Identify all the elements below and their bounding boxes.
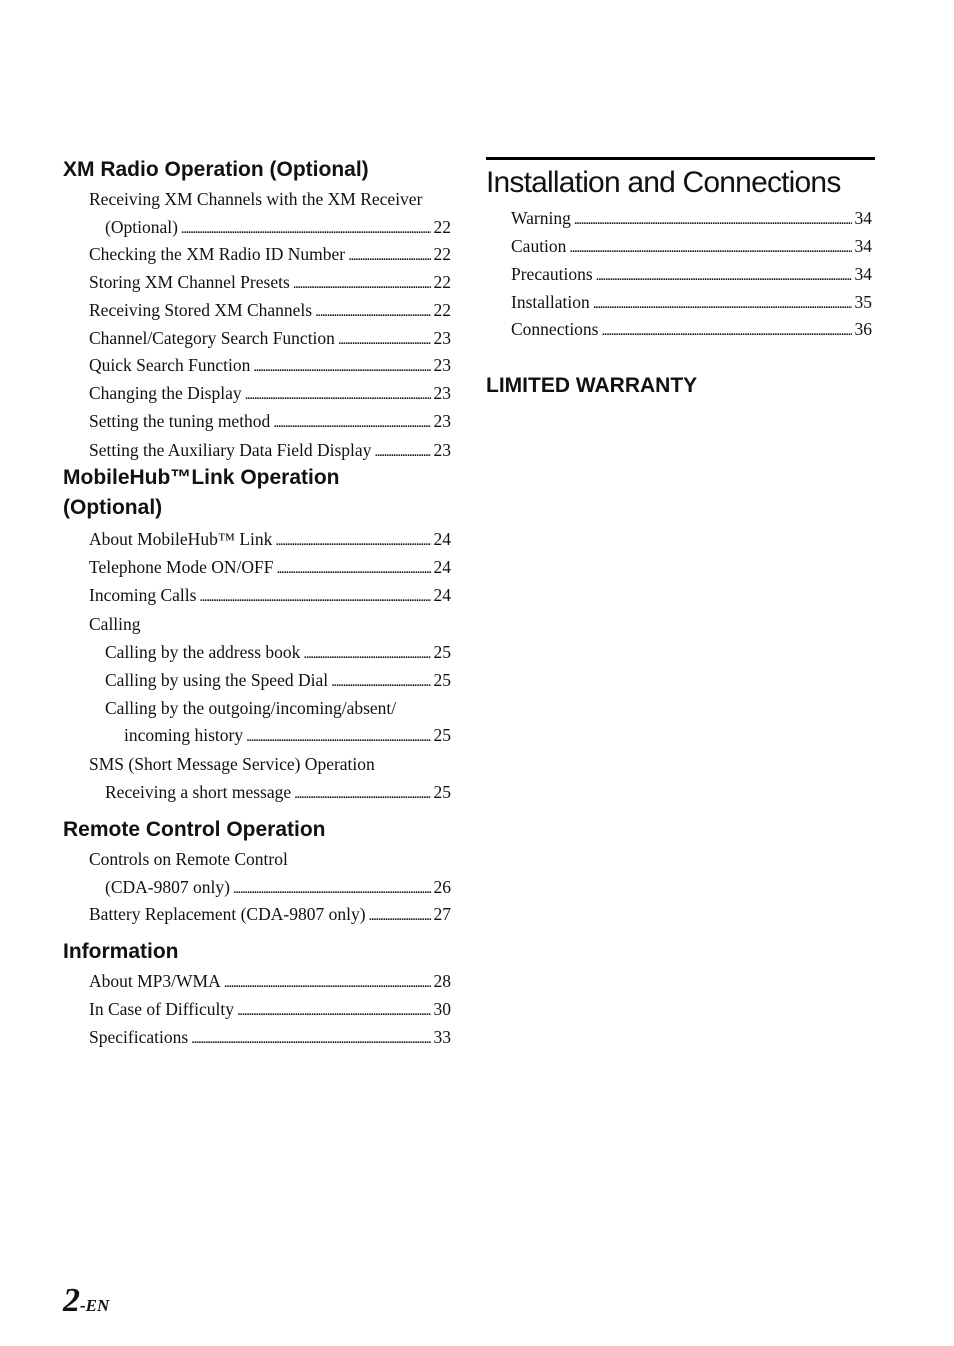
toc-subheading-sms[interactable]: [89, 753, 451, 775]
toc-entry-page: 22: [433, 272, 451, 292]
leader-dots: [199, 584, 430, 608]
leader-dots: [246, 724, 430, 748]
toc-entry-installation[interactable]: [511, 291, 872, 315]
toc-entry-label: In Case of Difficulty: [89, 999, 234, 1019]
leader-dots: [348, 243, 430, 267]
toc-entry-label: Quick Search Function: [89, 355, 251, 375]
toc-entry-receiving-stored[interactable]: [89, 299, 451, 323]
toc-entry-page: 23: [433, 328, 451, 348]
page-number-suffix: -EN: [80, 1296, 110, 1315]
toc-entry-page: 23: [433, 411, 451, 431]
toc-entry-address-book[interactable]: [105, 641, 451, 665]
toc-entry-page: 22: [433, 300, 451, 320]
toc-entry-incoming-calls[interactable]: [89, 584, 451, 608]
leader-dots: [574, 207, 852, 231]
toc-entry-telephone-mode[interactable]: [89, 556, 451, 580]
toc-entry-page: 28: [433, 971, 451, 991]
toc-entry-label: (Optional): [105, 217, 178, 237]
toc-entry-label: Calling by using the Speed Dial: [105, 670, 329, 690]
toc-entry-checking-id[interactable]: [89, 243, 451, 267]
toc-entry-page: 34: [854, 208, 872, 228]
toc-entry-changing-display[interactable]: [89, 382, 451, 406]
leader-dots: [276, 556, 430, 580]
leader-dots: [245, 382, 431, 406]
toc-entry-page: 25: [433, 782, 451, 802]
toc-entry-warning[interactable]: [511, 207, 872, 231]
toc-entry-page: 34: [854, 236, 872, 256]
section-heading-remote-control: Remote Control Operation: [63, 818, 326, 841]
toc-entry-controls-line1[interactable]: [89, 848, 451, 870]
toc-entry-label: Storing XM Channel Presets: [89, 272, 290, 292]
toc-entry-auxiliary-data[interactable]: [89, 439, 451, 463]
toc-entry-page: 25: [433, 725, 451, 745]
toc-entry-page: 24: [433, 585, 451, 605]
leader-dots: [224, 970, 431, 994]
toc-entry-label: Receiving Stored XM Channels: [89, 300, 313, 320]
toc-entry-label: Calling: [89, 614, 141, 634]
toc-entry-label: Controls on Remote Control: [89, 849, 288, 869]
toc-entry-label: About MobileHub™ Link: [89, 529, 273, 549]
toc-entry-speed-dial[interactable]: [105, 669, 451, 693]
toc-entry-tuning-method[interactable]: [89, 410, 451, 434]
leader-dots: [191, 1026, 430, 1050]
toc-entry-label: Receiving XM Channels with the XM Receiver: [89, 189, 423, 209]
toc-entry-page: 23: [433, 383, 451, 403]
toc-entry-caution[interactable]: [511, 235, 872, 259]
toc-entry-battery[interactable]: [89, 903, 451, 927]
toc-entry-label: Warning: [511, 208, 571, 228]
toc-entry-label: Connections: [511, 319, 599, 339]
leader-dots: [593, 291, 852, 315]
leader-dots: [293, 271, 431, 295]
toc-entry-channel-search[interactable]: [89, 327, 451, 351]
toc-entry-page: 35: [854, 292, 872, 312]
toc-entry-page: 23: [433, 355, 451, 375]
toc-entry-receiving-xm[interactable]: [105, 216, 451, 240]
toc-entry-label: Calling by the address book: [105, 642, 301, 662]
toc-entry-difficulty[interactable]: [89, 998, 451, 1022]
toc-entry-label: Changing the Display: [89, 383, 242, 403]
leader-dots: [369, 903, 431, 927]
toc-entry-receiving-xm-line1[interactable]: [89, 188, 451, 210]
leader-dots: [596, 263, 852, 287]
title-rule: [486, 157, 875, 160]
page-number-digit: 2: [63, 1282, 80, 1319]
leader-dots: [181, 216, 431, 240]
toc-entry-page: 34: [854, 264, 872, 284]
leader-dots: [303, 641, 430, 665]
toc-entry-label: Telephone Mode ON/OFF: [89, 557, 274, 577]
leader-dots: [273, 410, 430, 434]
leader-dots: [315, 299, 430, 323]
toc-entry-page: 25: [433, 670, 451, 690]
toc-entry-page: 33: [433, 1027, 451, 1047]
toc-entry-page: 30: [433, 999, 451, 1019]
toc-entry-label: Calling by the outgoing/incoming/absent/: [105, 698, 397, 718]
toc-entry-page: 23: [433, 440, 451, 460]
toc-entry-label: Checking the XM Radio ID Number: [89, 244, 346, 264]
toc-entry-page: 36: [854, 319, 872, 339]
leader-dots: [294, 781, 430, 805]
toc-entry-label: Precautions: [511, 264, 593, 284]
toc-entry-storing-presets[interactable]: [89, 271, 451, 295]
toc-entry-connections[interactable]: [511, 318, 872, 342]
toc-entry-page: 26: [433, 877, 451, 897]
toc-entry-label: Incoming Calls: [89, 585, 197, 605]
leader-dots: [331, 669, 430, 693]
leader-dots: [338, 327, 431, 351]
toc-entry-controls[interactable]: [105, 876, 451, 900]
toc-entry-label: incoming history: [124, 725, 244, 745]
section-heading-limited-warranty[interactable]: LIMITED WARRANTY: [486, 374, 698, 397]
toc-entry-label: Receiving a short message: [105, 782, 292, 802]
toc-entry-page: 27: [433, 904, 451, 924]
chapter-title-installation: Installation and Connections: [486, 166, 841, 199]
toc-entry-about-mobilehub[interactable]: [89, 528, 451, 552]
leader-dots: [374, 439, 430, 463]
toc-subheading-calling[interactable]: [89, 613, 451, 635]
toc-entry-label: Battery Replacement (CDA-9807 only): [89, 904, 366, 924]
toc-entry-mp3-wma[interactable]: [89, 970, 451, 994]
toc-entry-specifications[interactable]: [89, 1026, 451, 1050]
toc-entry-label: Channel/Category Search Function: [89, 328, 335, 348]
toc-entry-label: Installation: [511, 292, 590, 312]
section-heading-xm-radio: XM Radio Operation (Optional): [63, 158, 369, 181]
toc-entry-label: Setting the Auxiliary Data Field Display: [89, 440, 372, 460]
section-heading-mobilehub: MobileHub™Link Operation: [63, 466, 340, 489]
toc-entry-label: Caution: [511, 236, 567, 256]
toc-entry-label: Specifications: [89, 1027, 189, 1047]
toc-entry-page: 22: [433, 217, 451, 237]
toc-entry-precautions[interactable]: [511, 263, 872, 287]
section-heading-mobilehub-optional: (Optional): [63, 496, 163, 519]
leader-dots: [233, 876, 431, 900]
leader-dots: [275, 528, 430, 552]
toc-entry-page: 22: [433, 244, 451, 264]
toc-entry-history[interactable]: [124, 724, 451, 748]
section-heading-information: Information: [63, 940, 179, 963]
leader-dots: [253, 354, 430, 378]
leader-dots: [602, 318, 852, 342]
leader-dots: [237, 998, 431, 1022]
toc-entry-quick-search[interactable]: [89, 354, 451, 378]
toc-entry-label: About MP3/WMA: [89, 971, 221, 991]
leader-dots: [569, 235, 851, 259]
toc-entry-page: 25: [433, 642, 451, 662]
toc-entry-label: Setting the tuning method: [89, 411, 271, 431]
toc-entry-short-message[interactable]: [105, 781, 451, 805]
toc-entry-page: 24: [433, 557, 451, 577]
page-number: [63, 1282, 109, 1320]
toc-entry-history-line1[interactable]: [105, 697, 451, 719]
toc-entry-page: 24: [433, 529, 451, 549]
toc-entry-label: (CDA-9807 only): [105, 877, 230, 897]
toc-entry-label: SMS (Short Message Service) Operation: [89, 754, 375, 774]
